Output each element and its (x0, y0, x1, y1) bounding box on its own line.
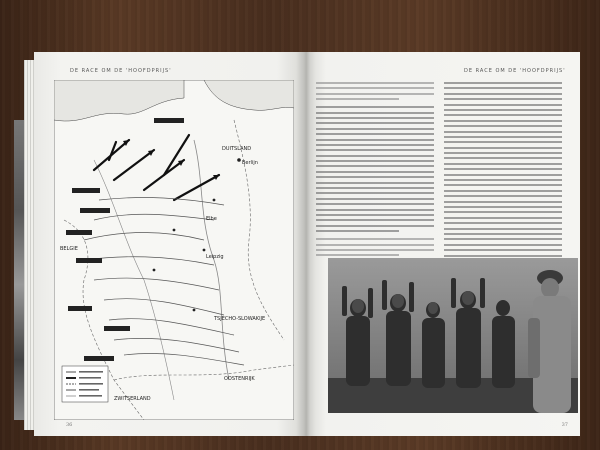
wartime-photograph (328, 258, 578, 413)
label-tsjecho-slowakije: TSJECHO-SLOWAKIJE (214, 316, 266, 322)
label-leipzig: Leipzig (206, 254, 224, 260)
book-gutter (296, 52, 316, 436)
left-page (34, 52, 304, 436)
running-head-right: DE RACE OM DE 'HOOFDPRIJS' (464, 68, 566, 74)
running-head-left: DE RACE OM DE 'HOOFDPRIJS' (70, 68, 172, 74)
label-belgie: BELGIE (60, 246, 78, 252)
page-number-right: 37 (561, 422, 568, 428)
campaign-map (54, 80, 294, 420)
text-column-2 (444, 82, 562, 276)
label-duitsland: DUITSLAND (222, 146, 252, 152)
background-object (14, 120, 24, 420)
label-oostenrijk: OOSTENRIJK (224, 376, 255, 382)
label-zwitserland: ZWITSERLAND (114, 396, 151, 402)
right-page (304, 52, 580, 436)
page-number-left: 36 (66, 422, 73, 428)
open-book (34, 52, 580, 438)
text-column-1 (316, 82, 434, 260)
label-berlijn: Berlijn (242, 160, 258, 166)
label-elbe: Elbe (206, 216, 217, 222)
